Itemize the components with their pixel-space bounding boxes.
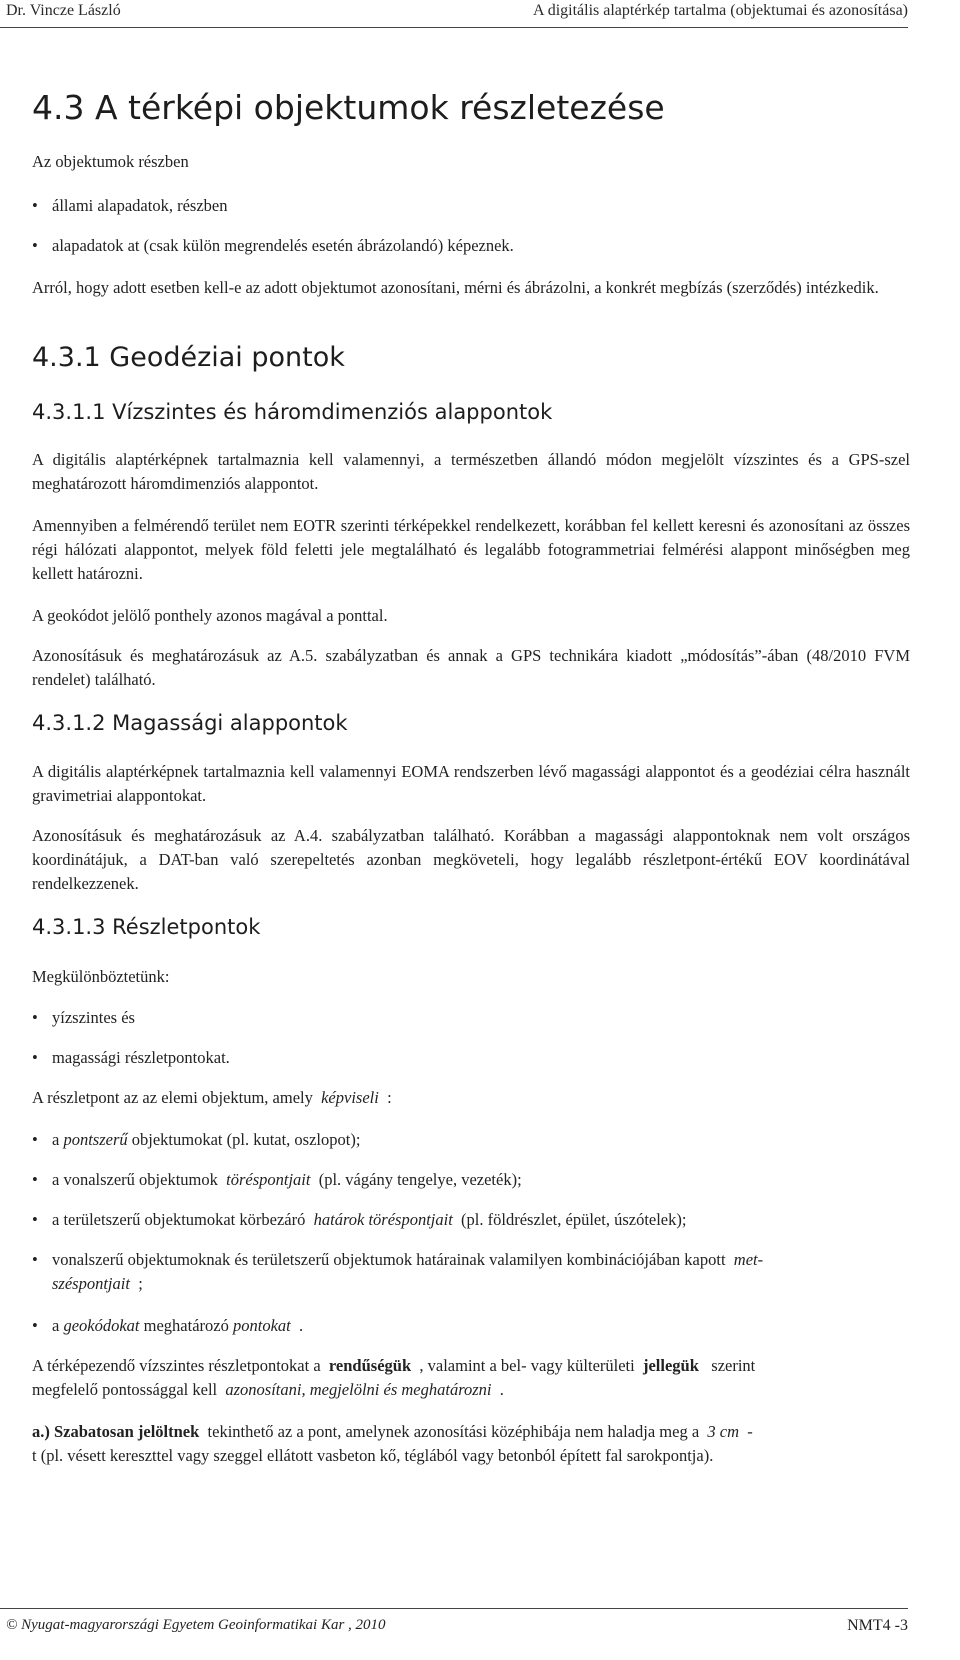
section-heading: 4.3 A térképi objektumok részletezése	[32, 88, 665, 127]
list-item: • vonalszerű objektumoknak és területszerű objektumok határainak valamilyen kombinációjában kapott met- széspontjait ;	[32, 1250, 764, 1293]
paragraph: A térképezendő vízszintes részletpontokat a rendűségük , valamint a bel- vagy külterületi jellegük szerint	[32, 1356, 756, 1375]
list-item: • a vonalszerű objektumok töréspontjait (pl. vágány tengelye, vezeték);	[32, 1168, 522, 1192]
list-item: • alapadatok at (csak külön megrendelés esetén ábrázolandó) képeznek.	[32, 234, 514, 258]
list-item: • yízszintes és	[32, 1006, 135, 1030]
bullet-icon: •	[32, 1170, 38, 1189]
bullet-icon: •	[32, 1210, 38, 1229]
section-intro: Az objektumok részben	[32, 152, 189, 171]
bullet-icon: •	[32, 1130, 38, 1149]
paragraph: Azonosításuk és meghatározásuk az A.4. szabályzatban található. Korábban a magassági alappontoknak nem volt országos koordinátájuk, a DAT-ban való szerepeltetés azonban megköveteli, hogy legalább részletpont-értékű EOV koordinátával rendelkezzenek.	[32, 826, 910, 893]
bullet-icon: •	[32, 1008, 38, 1027]
bullet-icon: •	[32, 236, 38, 255]
subsubsection-heading: 4.3.1.2 Magassági alappontok	[32, 711, 348, 735]
bullet-icon: •	[32, 1250, 38, 1269]
paragraph: A részletpont az az elemi objektum, amely képviseli :	[32, 1088, 392, 1107]
paragraph: A digitális alaptérképnek tartalmaznia kell valamennyi EOMA rendszerben lévő magassági alappontot és a geodéziai célra használt gravimetriai alappontokat.	[32, 762, 910, 805]
header-rule	[0, 27, 908, 28]
paragraph: A digitális alaptérképnek tartalmaznia kell valamennyi, a természetben állandó módon megjelölt vízszintes és a GPS-szel meghatározott háromdimenziós alappontot.	[32, 450, 910, 493]
paragraph-continuation: t (pl. vésett kereszttel vagy szeggel ellátott vasbeton kő, téglából vagy betonból épített fal sarokpontja).	[32, 1446, 714, 1465]
list-item: • a pontszerű objektumokat (pl. kutat, oszlopot);	[32, 1128, 360, 1152]
subsubsection-heading: 4.3.1.1 Vízszintes és háromdimenziós alappontok	[32, 400, 553, 424]
bullet-icon: •	[32, 1048, 38, 1067]
page-number: NMT4 -3	[847, 1617, 908, 1634]
list-item: • magassági részletpontokat.	[32, 1046, 230, 1070]
running-header-title: A digitális alaptérkép tartalma (objektumai és azonosítása)	[533, 2, 908, 19]
bullet-icon: •	[32, 196, 38, 215]
paragraph: Amennyiben a felmérendő terület nem EOTR szerinti térképekkel rendelkezett, korábban fel kellett keresni és azonosítani az összes régi hálózati alappontot, melyek föld feletti jele megtalálható és legalább fotogrammetriai felmérési alappont minőségben meg kellett határozni.	[32, 516, 910, 583]
footer-copyright: © Nyugat-magyarországi Egyetem Geoinformatikai Kar , 2010	[6, 1617, 386, 1633]
paragraph: a.) Szabatosan jelöltnek tekinthető az a pont, amelynek azonosítási középhibája nem haladja meg a 3 cm -	[32, 1422, 753, 1441]
paragraph-continuation: megfelelő pontossággal kell azonosítani, megjelölni és meghatározni .	[32, 1380, 504, 1399]
list-item: • a területszerű objektumokat körbezáró határok töréspontjait (pl. földrészlet, épület, úszótelek);	[32, 1208, 686, 1232]
running-header-author: Dr. Vincze László	[6, 2, 121, 19]
list-item: • a geokódokat meghatározó pontokat .	[32, 1314, 303, 1338]
bullet-icon: •	[32, 1316, 38, 1335]
paragraph: Megkülönböztetünk:	[32, 967, 170, 986]
paragraph: Arról, hogy adott esetben kell-e az adott objektumot azonosítani, mérni és ábrázolni, a konkrét megbízás (szerződés) intézkedik.	[32, 278, 879, 297]
list-item: • állami alapadatok, részben	[32, 194, 227, 218]
footer-rule	[0, 1608, 908, 1609]
subsection-heading: 4.3.1 Geodéziai pontok	[32, 342, 345, 373]
subsubsection-heading: 4.3.1.3 Részletpontok	[32, 915, 261, 939]
paragraph: Azonosításuk és meghatározásuk az A.5. szabályzatban és annak a GPS technikára kiadott „módosítás”-ában (48/2010 FVM rendelet) található.	[32, 646, 910, 689]
paragraph: A geokódot jelölő ponthely azonos magával a ponttal.	[32, 606, 388, 625]
